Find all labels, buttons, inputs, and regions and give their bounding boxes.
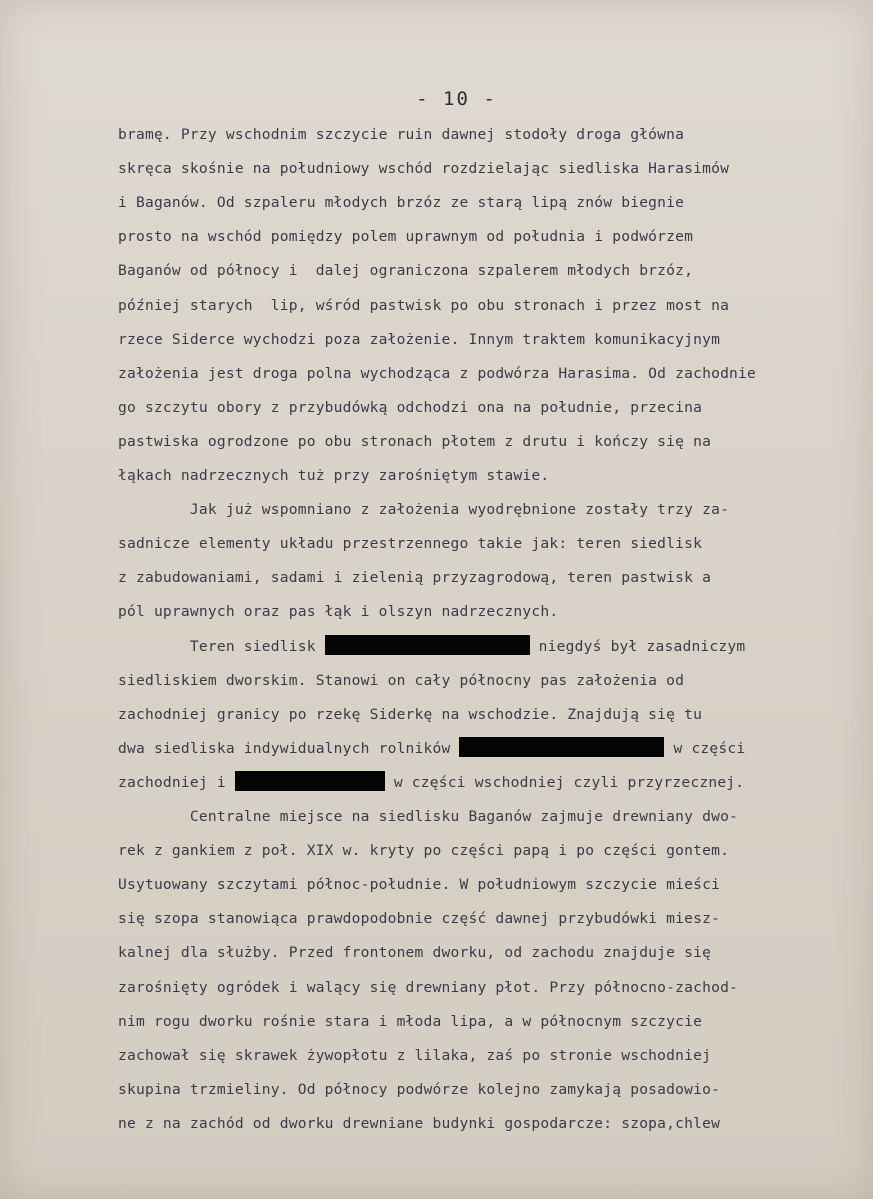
text-line	[118, 425, 711, 459]
text-line	[118, 800, 738, 834]
text-line	[118, 527, 702, 561]
text-line	[118, 664, 684, 698]
text-segment: i Baganów. Od szpaleru młodych brzóz ze starą lipą znów biegnie	[118, 194, 685, 212]
text-segment: sadnicze elementy układu przestrzennego takie jak: teren siedlisk	[118, 535, 703, 553]
text-segment: skupina trzmieliny. Od północy podwórze kolejno zamykają posadowio-	[118, 1080, 721, 1098]
text-line	[118, 766, 744, 800]
text-line	[118, 1073, 720, 1107]
text-line	[118, 254, 693, 288]
text-line	[118, 561, 711, 595]
text-line	[118, 186, 684, 220]
text-segment: z zabudowaniami, sadami i zielenią przyzagrodową, teren pastwisk a	[118, 569, 712, 587]
text-segment: Jak już wspomniano z założenia wyodrębnione zostały trzy za-	[118, 501, 730, 519]
text-segment: go szczytu obory z przybudówką odchodzi ona na południe, przecina	[118, 398, 703, 416]
text-segment: pól uprawnych oraz pas łąk i olszyn nadrzecznych.	[118, 603, 559, 621]
text-line	[118, 834, 729, 868]
text-segment: rek z gankiem z poł. XIX w. kryty po części papą i po części gontem.	[118, 842, 730, 860]
text-line	[118, 698, 702, 732]
text-line	[118, 1107, 720, 1141]
redaction-block	[325, 635, 530, 655]
text-segment: dwa siedliska indywidualnych rolników	[118, 739, 460, 757]
text-line	[118, 971, 738, 1005]
text-segment: łąkach nadrzecznych tuż przy zarośniętym stawie.	[118, 467, 550, 484]
text-segment: zachował się skrawek żywopłotu z lilaka, zaś po stronie wschodniej	[118, 1046, 712, 1064]
text-line	[118, 902, 720, 936]
text-line	[118, 936, 711, 970]
text-line	[118, 1005, 702, 1039]
text-segment: siedliskiem dworskim. Stanowi on cały północny pas założenia od	[118, 671, 685, 689]
text-line	[118, 118, 684, 152]
text-line	[118, 323, 720, 357]
text-line	[118, 289, 729, 323]
text-segment: zachodniej granicy po rzekę Siderkę na wschodzie. Znajdują się tu	[118, 705, 703, 723]
text-line	[118, 357, 756, 391]
text-segment: Teren siedlisk	[118, 637, 325, 655]
text-segment: w części	[664, 739, 746, 757]
text-segment: w części wschodniej czyli przyrzecznej.	[384, 773, 745, 791]
text-segment: rzece Siderce wychodzi poza założenie. Innym traktem komunikacyjnym	[118, 330, 721, 348]
text-segment: później starych lip, wśród pastwisk po obu stronach i przez most na	[118, 296, 730, 314]
redaction-block	[235, 771, 385, 791]
redaction-block	[459, 737, 664, 757]
text-segment: nim rogu dworku rośnie stara i młoda lipa, a w północnym szczycie	[118, 1012, 703, 1030]
text-segment: prosto na wschód pomiędzy polem uprawnym od południa i podwórzem	[118, 228, 694, 246]
text-segment: niegdyś był zasadniczym	[529, 637, 746, 655]
text-line	[118, 868, 720, 902]
text-segment: pastwiska ogrodzone po obu stronach płotem z drutu i kończy się na	[118, 432, 712, 450]
text-line	[118, 732, 745, 766]
text-segment: kalnej dla służby. Przed frontonem dworku, od zachodu znajduje się	[118, 944, 712, 962]
text-segment: skręca skośnie na południowy wschód rozdzielając siedliska Harasimów	[118, 160, 730, 178]
text-line	[118, 1039, 711, 1073]
text-line	[118, 595, 558, 629]
text-segment: się szopa stanowiąca prawdopodobnie część dawnej przybudówki miesz-	[118, 910, 721, 928]
text-line	[118, 493, 729, 527]
text-line	[118, 391, 702, 425]
text-segment: Usytuowany szczytami północ-południe. W południowym szczycie mieści	[118, 876, 721, 894]
text-segment: założenia jest droga polna wychodząca z podwórza Harasima. Od zachodnie	[118, 364, 757, 382]
text-segment: zarośnięty ogródek i walący się drewniany płot. Przy północno-zachod-	[118, 978, 739, 996]
text-line	[118, 220, 693, 254]
text-segment: ne z na zachód od dworku drewniane budynki gospodarcze: szopa,chlew	[118, 1114, 721, 1132]
text-segment: bramę. Przy wschodnim szczycie ruin dawnej stodoły droga główna	[118, 126, 685, 143]
text-segment: Baganów od północy i dalej ograniczona szpalerem młodych brzóz,	[118, 262, 694, 280]
text-line	[118, 152, 729, 186]
page-number: - 10 -	[416, 88, 497, 110]
text-segment: zachodniej i	[118, 773, 235, 791]
text-segment: Centralne miejsce na siedlisku Baganów zajmuje drewniany dwo-	[118, 808, 739, 825]
text-line	[118, 459, 549, 493]
text-line	[118, 630, 745, 664]
